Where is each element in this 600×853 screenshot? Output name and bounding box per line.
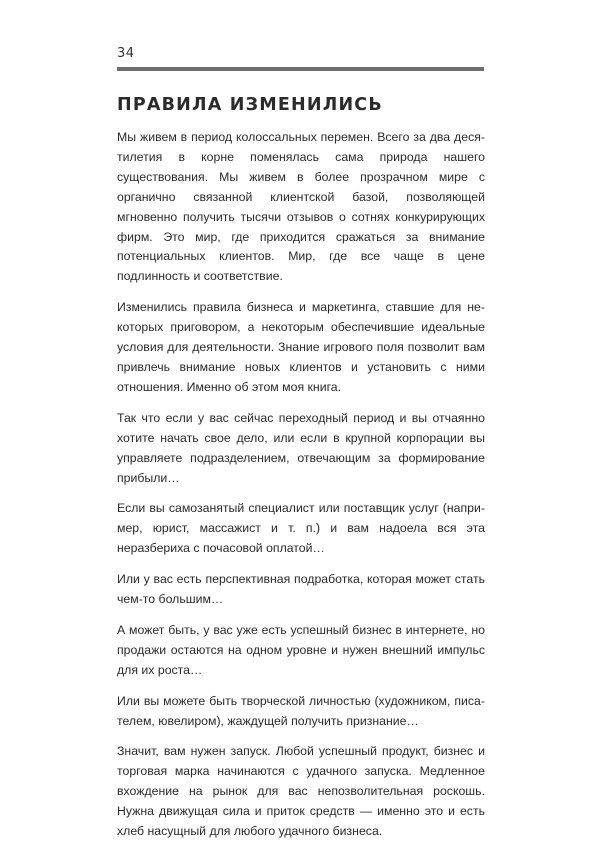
header-rule: [117, 67, 484, 71]
paragraph: Изменились правила бизнеса и маркетинга, ставшие для некоторых приговором, а некоторым обеспечившие идеальные условия для деятельности. Знание игрового поля позволит вам привлечь внимание новых клиентов и установить с ними отношения. Именно об этом моя книга.: [117, 300, 485, 394]
paragraph: Или у вас есть перспективная подработка, которая может стать чем-то большим…: [117, 572, 485, 607]
paragraph: Если вы самозанятый специалист или поставщик услуг (например, юрист, массажист и т. п.) и вам надоела вся эта неразбериха с почасовой оплатой…: [117, 501, 485, 556]
chapter-title: ПРАВИЛА ИЗМЕНИЛИСЬ: [117, 95, 383, 115]
paragraph: Значит, вам нужен запуск. Любой успешный продукт, бизнес и торговая марка начинаются с удачного запуска. Медленное вхождение на рынок для вас непозволительная роскошь. Нужна движущая сила и приток средств — именно это и есть хлеб насущный для любого удачного бизнеса.: [117, 744, 485, 839]
page-number: 34: [117, 46, 135, 61]
paragraph: Так что если у вас сейчас переходный период и вы отчаянно хотите начать свое дело, или если в крупной корпорации вы управляете подразделением, отвечающим за формирование прибыли…: [117, 410, 485, 485]
paragraph: Или вы можете быть творческой личностью (художником, писателем, ювелиром), жаждущей получить признание…: [117, 693, 485, 728]
body-text: [117, 128, 485, 853]
paragraph: А может быть, у вас уже есть успешный бизнес в интернете, но продажи остаются на одном уровне и нужен внешний импульс для их роста…: [117, 622, 485, 677]
paragraph: Мы живем в период колоссальных перемен. Всего за два десятилетия в корне поменялась сама природа нашего существования. Мы живем в более прозрачном мире с органично связанной клиентской базой, позволяющей мгновенно получить тысячи отзывов о сотнях конкурирующих фирм. Это мир, где приходится сражаться за внимание потенциальных клиентов. Мир, где все чаще в цене подлинность и соответствие.: [117, 130, 485, 284]
